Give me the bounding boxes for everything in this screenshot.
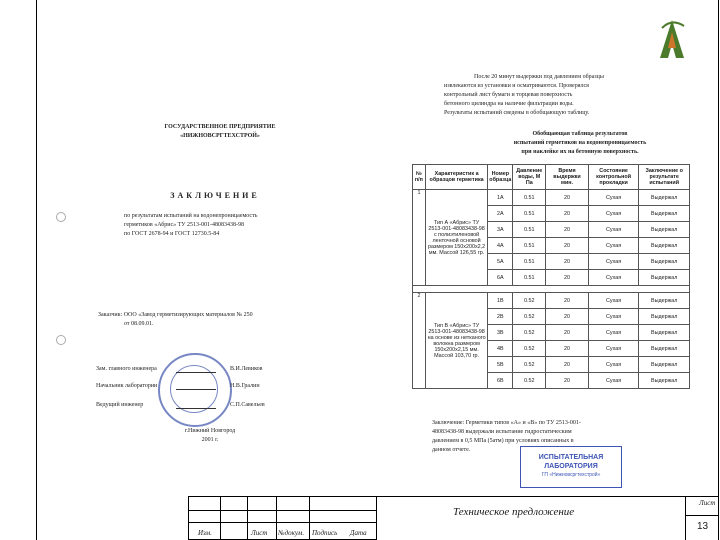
intro-line-2: извлекаются из установки и осматриваются. Проверялся: [444, 83, 589, 89]
sample-id: 6В: [488, 373, 513, 389]
signer-1-role: Зам. главного инженера: [96, 366, 157, 372]
state-value: Сухая: [588, 357, 639, 373]
time-value: 20: [546, 222, 589, 238]
pressure-value: 0.52: [513, 293, 546, 309]
pressure-value: 0.51: [513, 190, 546, 206]
table-spacer-row: [413, 286, 690, 293]
header-cell: Заключение о результате испытаний: [639, 165, 690, 190]
group-number: 1: [413, 190, 426, 286]
state-value: Сухая: [588, 206, 639, 222]
result-value: Выдержал: [639, 222, 690, 238]
pressure-value: 0.51: [513, 254, 546, 270]
sample-description: Тип А «Абрис» ТУ 2513-001-48083438-98 с полиэтиленовой ленточной основой размером 150х200х2,2 мм. Массой 126,55 гр.: [425, 190, 487, 286]
time-value: 20: [546, 325, 589, 341]
title-block-right-divider: [685, 496, 686, 540]
sample-id: 2В: [488, 309, 513, 325]
intro-line-4: бетонного цилиндра на наличие фильтрации воды.: [444, 101, 574, 107]
label-list: Лист: [251, 529, 268, 537]
time-value: 20: [546, 206, 589, 222]
results-table: [412, 164, 690, 389]
state-value: Сухая: [588, 325, 639, 341]
pressure-value: 0.52: [513, 357, 546, 373]
time-value: 20: [546, 190, 589, 206]
time-value: 20: [546, 309, 589, 325]
header-cell: Характеристик а образцов герметика: [425, 165, 487, 190]
header-cell: Номер образца: [488, 165, 513, 190]
lab-stamp-line-1: ИСПЫТАТЕЛЬНАЯ: [538, 454, 604, 461]
org-line-1: ГОСУДАРСТВЕННОЕ ПРЕДПРИЯТИЕ: [164, 124, 276, 130]
result-value: Выдержал: [639, 293, 690, 309]
lab-stamp-line-3: ГП «Нижновсргтехстрой»: [541, 472, 601, 478]
pressure-value: 0.51: [513, 270, 546, 286]
time-value: 20: [546, 293, 589, 309]
time-value: 20: [546, 357, 589, 373]
sample-id: 5А: [488, 254, 513, 270]
result-value: Выдержал: [639, 270, 690, 286]
state-value: Сухая: [588, 270, 639, 286]
time-value: 20: [546, 270, 589, 286]
time-value: 20: [546, 373, 589, 389]
customer-line-2: от 08.09.01.: [124, 321, 154, 327]
sample-id: 1А: [488, 190, 513, 206]
subject-line-3: по ГОСТ 2678-94 и ГОСТ 12730.5-84: [124, 231, 220, 237]
header-cell: Время выдержки мин.: [546, 165, 589, 190]
title-block-sheet-divider: [685, 515, 718, 516]
state-value: Сухая: [588, 373, 639, 389]
sample-id: 4А: [488, 238, 513, 254]
sample-id: 5В: [488, 357, 513, 373]
state-value: Сухая: [588, 222, 639, 238]
sheet-number: 13: [697, 521, 709, 532]
sample-id: 1В: [488, 293, 513, 309]
conclusion-line-3: давлением в 0,5 МПа (5атм) при условиях описанных в: [432, 438, 574, 444]
label-izm: Изм.: [198, 529, 212, 537]
round-seal-stamp: [158, 353, 232, 427]
lab-stamp: [520, 446, 622, 488]
year-line: 2001 г.: [201, 437, 219, 443]
subject-line-2: герметиков «Абрис» ТУ 2513-001-48083438-98: [124, 222, 245, 228]
result-value: Выдержал: [639, 373, 690, 389]
company-logo: [656, 18, 688, 60]
group-number: 2: [413, 293, 426, 389]
result-value: Выдержал: [639, 238, 690, 254]
sample-description: Тип В «Абрис» ТУ 2513-001-48083438-98 на основе из нетканого волокна размером 150х200х2,15 мм. Массой 103,70 гр.: [425, 293, 487, 389]
result-value: Выдержал: [639, 357, 690, 373]
org-line-2: «НИЖНОВСРГТЕХСТРОЙ»: [180, 133, 260, 139]
table-row: [413, 293, 690, 309]
time-value: 20: [546, 254, 589, 270]
intro-line-3: контрольный лист бумаги и торцевая поверхность: [444, 92, 573, 98]
time-value: 20: [546, 341, 589, 357]
city-line: г.Нижний Новгород: [184, 428, 236, 434]
signer-2-name: Н.В.Гралин: [230, 383, 260, 389]
conclusion-line-2: 48083438-98 выдержали испытание гидростатическим: [432, 429, 572, 435]
frame-left: [36, 0, 37, 540]
header-cell: Состояние контрольной прокладки: [588, 165, 639, 190]
table-row: [413, 190, 690, 206]
conclusion-line-1: Заключение: Герметики типов «А» и «В» по ТУ 2513-001-: [432, 420, 581, 426]
signer-2-role: Начальник лаборатории: [96, 383, 158, 389]
state-value: Сухая: [588, 293, 639, 309]
signer-3-name: С.П.Савельев: [230, 402, 265, 408]
lab-stamp-line-2: ЛАБОРАТОРИЯ: [544, 463, 598, 470]
table-title-line-3: при наклейке их на бетонную поверхность.: [521, 149, 639, 155]
result-value: Выдержал: [639, 341, 690, 357]
table-title-line-2: испытаний герметиков на водонепроницаемость: [513, 140, 647, 146]
conclusion-line-4: данном отчете.: [432, 447, 471, 453]
intro-line-5: Результаты испытаний сведены в обобщающую таблицу.: [444, 110, 590, 116]
customer-line-1: Заказчик: ООО «Завод герметизирующих материалов № 250: [98, 312, 253, 318]
header-cell: Давление воды, М Па: [513, 165, 546, 190]
label-podpis: Подпись: [312, 529, 338, 537]
table-title-line-1: Обобщающая таблица результатов: [532, 131, 628, 137]
sample-id: 4В: [488, 341, 513, 357]
stamp-grid-row: [188, 510, 376, 511]
table-header-row: [413, 165, 690, 190]
label-ndoc: №докум.: [278, 529, 305, 537]
result-value: Выдержал: [639, 325, 690, 341]
sample-id: 3А: [488, 222, 513, 238]
frame-right: [718, 0, 719, 540]
signature-line: [176, 389, 216, 390]
sheet-label: Лист: [699, 499, 716, 507]
result-value: Выдержал: [639, 254, 690, 270]
sample-id: 2А: [488, 206, 513, 222]
label-data: Дата: [350, 529, 367, 537]
document-title: ЗАКЛЮЧЕНИЕ: [170, 191, 260, 200]
result-value: Выдержал: [639, 190, 690, 206]
document-name: Техническое предложение: [453, 506, 575, 518]
result-value: Выдержал: [639, 309, 690, 325]
state-value: Сухая: [588, 341, 639, 357]
sample-id: 3В: [488, 325, 513, 341]
signature-line: [176, 372, 216, 373]
pressure-value: 0.52: [513, 309, 546, 325]
header-cell: № п/п: [413, 165, 426, 190]
pressure-value: 0.51: [513, 206, 546, 222]
punch-hole-icon: [56, 212, 66, 222]
time-value: 20: [546, 238, 589, 254]
pressure-value: 0.51: [513, 222, 546, 238]
pressure-value: 0.52: [513, 341, 546, 357]
result-value: Выдержал: [639, 206, 690, 222]
pressure-value: 0.52: [513, 373, 546, 389]
state-value: Сухая: [588, 309, 639, 325]
subject-line-1: по результатам испытаний на водонепроницаемость: [124, 213, 258, 219]
stamp-grid-col-list: [220, 496, 248, 540]
sample-id: 6А: [488, 270, 513, 286]
punch-hole-icon: [56, 335, 66, 345]
stamp-grid-row: [188, 522, 376, 523]
intro-line-1: После 20 минут выдержки под давлением образцы: [474, 74, 604, 80]
pressure-value: 0.52: [513, 325, 546, 341]
signer-3-role: Ведущий инженер: [96, 402, 144, 408]
state-value: Сухая: [588, 254, 639, 270]
state-value: Сухая: [588, 190, 639, 206]
state-value: Сухая: [588, 238, 639, 254]
pressure-value: 0.51: [513, 238, 546, 254]
signer-1-name: В.И.Левиков: [230, 366, 263, 372]
signature-line: [176, 408, 216, 409]
